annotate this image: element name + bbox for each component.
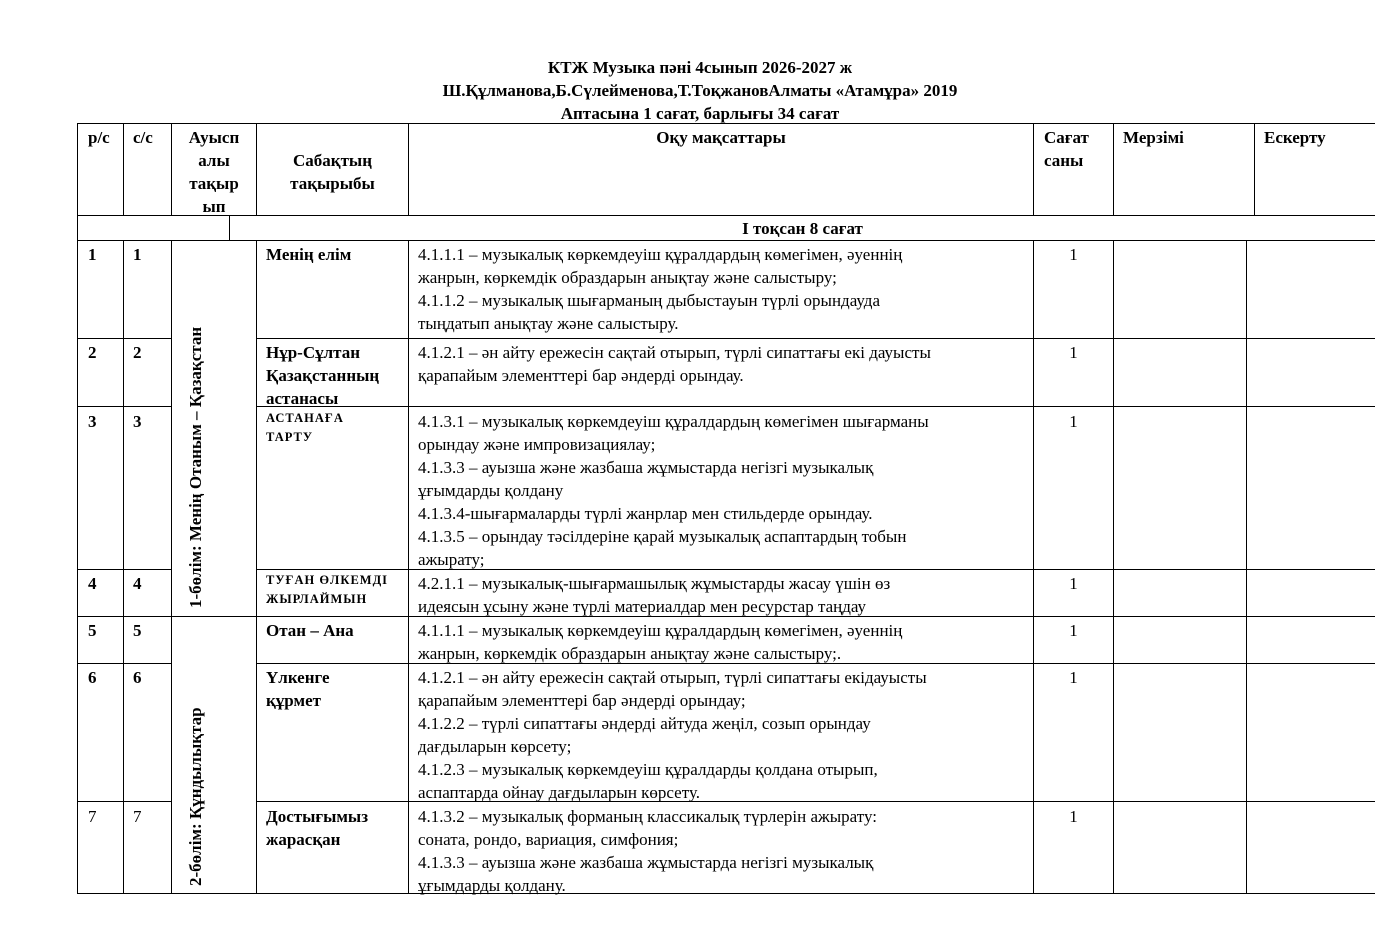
lesson-title: Үлкенге құрмет bbox=[266, 668, 330, 710]
section-label-1: 1-бөлім: Менің Отаным – Қазақстан bbox=[186, 326, 205, 608]
lesson-title: Достығымыз жарасқан bbox=[266, 807, 369, 849]
section-label-2: 2-бөлім: Құндылықтар bbox=[186, 707, 205, 886]
hours-value: 1 bbox=[1069, 343, 1078, 362]
header-date: Мерзімі bbox=[1123, 128, 1184, 147]
objectives-text: 4.1.2.1 – ән айту ережесін сақтай отырып, түрлі сипаттағы екідауысты қарапайым элементтері бар әндерді орындау; 4.1.2.2 – түрлі сипаттағы әндерді айтуда жеңіл, созып орындау дағдыларын көрсету; 4.1.2.3 – музыкалық көркемдеуіш құралдарды қолдана отырып, аспаптарда ойнау дағдыларын көрсету. bbox=[418, 668, 927, 802]
quarter-heading: І тоқсан 8 сағат bbox=[742, 219, 863, 238]
lesson-title: АСТАНАҒА ТАРТУ bbox=[266, 411, 344, 444]
objectives-text: 4.2.1.1 – музыкалық-шығармашылық жұмыстарды жасау үшін өз идеясын ұсыну және түрлі материалдар мен ресурстар таңдау bbox=[418, 574, 891, 616]
document-title: КТЖ Музыка пәні 4сынып 2026-2027 ж bbox=[547, 58, 853, 77]
hours-value: 1 bbox=[1069, 621, 1078, 640]
header-hours: Сағат саны bbox=[1044, 128, 1089, 170]
header-ss: с/с bbox=[133, 128, 153, 147]
objectives-text: 4.1.3.1 – музыкалық көркемдеуіш құралдардың көмегімен шығарманы орындау және импровизациялау; 4.1.3.3 – ауызша және жазбаша жұмыстарда негізгі музыкалық ұғымдарды қолдану 4.1.3.4-шығармаларды түрлі жанрлар мен стильдерде орындау. 4.1.3.5 – орындау тәсілдеріне қарай музыкалық аспаптардың тобын ажырату; bbox=[418, 412, 929, 569]
objectives-text: 4.1.1.1 – музыкалық көркемдеуіш құралдардың көмегімен, әуеннің жанрын, көркемдік образдарын анықтау және салыстыру;. bbox=[418, 621, 903, 663]
hours-value: 1 bbox=[1069, 412, 1078, 431]
header-objectives: Оқу мақсаттары bbox=[656, 128, 786, 147]
header-lesson: Сабақтың тақырыбы bbox=[290, 151, 375, 193]
header-rs: р/с bbox=[88, 128, 110, 147]
hours-value: 1 bbox=[1069, 574, 1078, 593]
header-topic: Ауысп алы тақыр ып bbox=[188, 128, 240, 216]
hours-value: 1 bbox=[1069, 668, 1078, 687]
hours-value: 1 bbox=[1069, 245, 1078, 264]
objectives-text: 4.1.2.1 – ән айту ережесін сақтай отырып, түрлі сипаттағы екі дауысты қарапайым элементтері бар әндерді орындау. bbox=[418, 343, 931, 385]
document-hours-summary: Аптасына 1 сағат, барлығы 34 сағат bbox=[560, 104, 840, 123]
header-note: Ескерту bbox=[1264, 128, 1326, 147]
hours-value: 1 bbox=[1069, 807, 1078, 826]
lesson-title: Нұр-Сұлтан Қазақстанның астанасы bbox=[266, 343, 380, 408]
objectives-text: 4.1.3.2 – музыкалық форманың классикалық түрлерін ажырату: соната, рондо, вариация, симфония; 4.1.3.3 – ауызша және жазбаша жұмыстарда негізгі музыкалық ұғымдарды қолдану. bbox=[418, 807, 877, 895]
lesson-title: Менің елім bbox=[266, 245, 352, 264]
lesson-title: ТУҒАН ӨЛКЕМДІ ЖЫРЛАЙМЫН bbox=[266, 573, 389, 606]
objectives-text: 4.1.1.1 – музыкалық көркемдеуіш құралдардың көмегімен, әуеннің жанрын, көркемдік образдарын анықтау және салыстыру; 4.1.1.2 – музыкалық шығарманың дыбыстауын түрлі орындауда тыңдатып анықтау және салыстыру. bbox=[418, 245, 903, 333]
document-authors: Ш.Құлманова,Б.Сүлейменова,Т.ТоқжановАлматы «Атамұра» 2019 bbox=[442, 81, 958, 100]
lesson-title: Отан – Ана bbox=[266, 621, 354, 640]
